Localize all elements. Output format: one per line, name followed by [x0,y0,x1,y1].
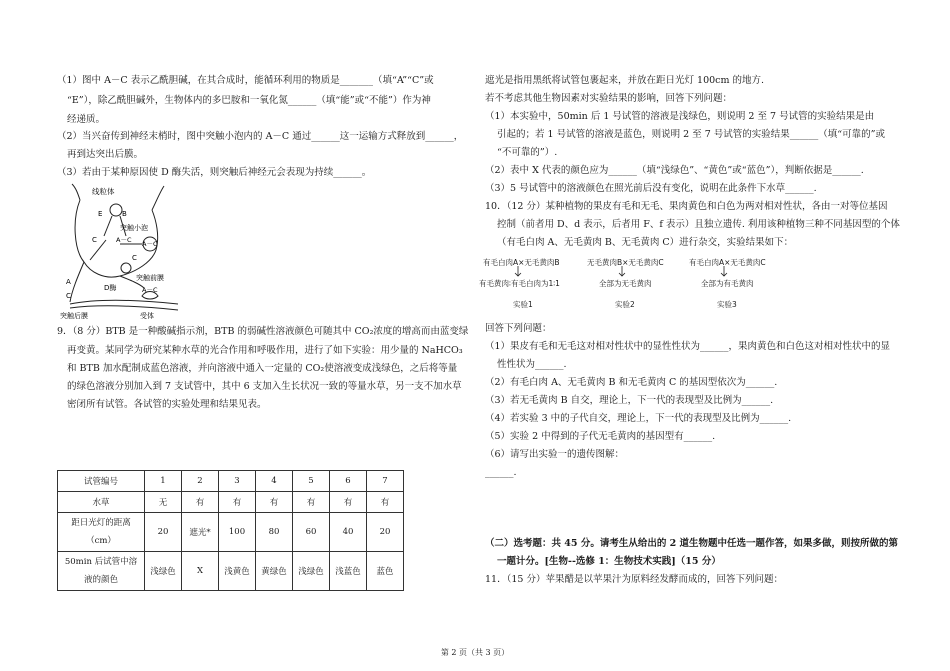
label-post: 突触后膜 [60,312,88,320]
table-cell: 有 [367,492,404,513]
q10-sub-4: （4）若实验 3 中的子代自交，理论上，下一代的表现型及比例为______. [485,413,792,424]
table-cell: 20 [367,513,404,552]
cross-parents: 无毛黄肉B×无毛黄肉C [587,258,664,267]
q10-answer-intro: 回答下列问题： [485,323,552,334]
table-cell: 有 [256,492,293,513]
label-ac2: A－C [142,240,158,248]
q10-sub-3: （3）若无毛黄肉 B 自交，理论上，下一代的表现型及比例为______. [485,395,774,406]
cross-offspring: 全部为有毛黄肉 [701,279,754,288]
table-cell: 4 [256,471,293,492]
cross-label: 实验3 [717,300,737,309]
table-cell: X [182,552,219,591]
experiment-table [57,470,404,591]
label-b: B [122,210,127,218]
label-a: A [66,278,71,286]
table-cell: 40 [330,513,367,552]
table-cell-line: （cm） [86,536,116,546]
table-cell: 无 [145,492,182,513]
label-vesicle: 突触小泡 [120,224,148,232]
table-cell: 有 [182,492,219,513]
table-cell: 2 [182,471,219,492]
table-cell: 浅绿色 [145,552,182,591]
q9-sub-1: （1）本实验中，50min 后 1 号试管的溶液是浅绿色，则说明 2 至 7 号试管的实验结果是由 [485,111,875,122]
table-cell: 遮光* [182,513,219,552]
table-cell-line: 液的颜色 [83,575,118,585]
label-receptor: 受体 [140,312,154,320]
q8-line-5: 再到达突出后膜。 [67,149,144,160]
cross-offspring: 全部为无毛黄肉 [599,279,652,288]
q10-sub-5: （5）实验 2 中得到的子代无毛黄肉的基因型有______. [485,431,716,442]
table-row [58,513,404,552]
table-cell [58,552,145,591]
table-row [58,492,404,513]
q9-line-4: 的绿色溶液分别加入到 7 支试管中，其中 6 支加入生长状况一致的等量水草，另一支不加水草 [67,381,462,392]
label-mito: 线粒体 [92,187,115,196]
q10-line-3: （有毛白肉 A、无毛黄肉 B、无毛黄肉 C）进行杂交，实验结果如下： [497,237,794,248]
q10-line-2: 控制（前者用 D、d 表示，后者用 F、f 表示）且独立遗传. 利用该种植物三种不同基因型的个体 [497,219,900,230]
q8-line-2: “E”），除乙酰胆碱外，生物体内的多巴胺和一氧化氮______（填“能”或“不能”）作为神 [67,95,431,106]
arrow-down-icon [513,266,523,278]
intro-line-2: 若不考虑其他生物因素对实验结果的影响，回答下列问题： [485,93,733,104]
q9-sub-3: “不可靠的”）. [497,147,558,158]
q9-line-3: 和 BTB 加水配制成蓝色溶液，并向溶液中通入一定量的 CO₂使溶液变成浅绿色，之后将等量 [67,363,458,374]
table-cell: 80 [256,513,293,552]
label-e: E [98,210,103,218]
table-cell: 20 [145,513,182,552]
q10-line-1: 10．（12 分）某种植物的果皮有毛和无毛、果肉黄色和白色为两对相对性状，各由一对等位基因 [485,201,888,212]
table-cell [58,513,145,552]
section-2-heading-1: （二）选考题：共 45 分。请考生从给出的 2 道生物题中任选一题作答，如果多做，则按所做的第 [485,538,899,549]
q10-sub-2: （2）有毛白肉 A、无毛黄肉 B 和无毛黄肉 C 的基因型依次为______. [485,377,778,388]
q9-sub-5: （3）5 号试管中的溶液颜色在照光前后没有变化，说明在此条件下水草______. [485,183,817,194]
label-c3: C [66,292,71,300]
q8-line-1: （1）图中 A－C 表示乙酰胆碱，在其合成时，能循环利用的物质是_______（填“A”“C”或 [57,75,434,86]
table-cell: 蓝色 [367,552,404,591]
q9-line-1: 9．（8 分）BTB 是一种酸碱指示剂，BTB 的弱碱性溶液颜色可随其中 CO₂浓度的增高而由蓝变绿 [57,326,469,337]
q11-line: 11．（15 分）苹果醋是以苹果汁为原料经发酵而成的，回答下列问题： [485,574,783,585]
table-cell: 浅蓝色 [330,552,367,591]
label-c1: C [92,236,97,244]
arrow-down-icon [719,266,729,278]
label-ac1: A－C [116,236,132,244]
q10-blank: ______. [485,467,517,478]
table-cell: 水草 [58,492,145,513]
q9-sub-4: （2）表中 X 代表的颜色应为______（填“浅绿色”、“黄色”或“蓝色”），判断依据是______. [485,165,864,176]
table-cell: 浅绿色 [293,552,330,591]
intro-line-1: 遮光是指用黑纸将试管包裹起来，并放在距日光灯 100cm 的地方. [485,75,765,86]
q8-line-6: （3）若由于某种原因使 D 酶失活，则突触后神经元会表现为持续______。 [57,167,372,178]
table-cell: 有 [293,492,330,513]
table-cell: 60 [293,513,330,552]
table-row [58,471,404,492]
section-2-heading-2: 一题计分。[生物--选修 1：生物技术实践]（15 分） [497,556,721,567]
label-enzyme: D酶 [104,284,117,292]
table-cell: 6 [330,471,367,492]
cross-offspring: 有毛黄肉∶有毛白肉为1∶1 [479,279,560,288]
table-cell: 1 [145,471,182,492]
cross-label: 实验2 [615,300,635,309]
table-row [58,552,404,591]
table-cell: 浅黄色 [219,552,256,591]
table-cell: 5 [293,471,330,492]
q10-sub-6: （6）请写出实验一的遗传图解： [485,449,625,460]
table-cell-line: 距日光灯的距离 [71,518,131,528]
q8-line-4: （2）当兴奋传到神经末梢时，图中突触小泡内的 A－C 通过______这一运输方式释放到______， [57,131,464,142]
table-cell: 100 [219,513,256,552]
table-cell: 有 [219,492,256,513]
cross-label: 实验1 [513,300,533,309]
table-cell: 黄绿色 [256,552,293,591]
table-cell-line: 50min 后试管中溶 [64,557,138,567]
label-pre: 突触前膜 [136,274,164,282]
table-cell: 3 [219,471,256,492]
q10-sub-1b: 性性状为______. [497,359,567,370]
q9-sub-2: 引起的；若 1 号试管的溶液是蓝色，则说明 2 至 7 号试管的实验结果______（填“可靠的”或 [497,129,885,140]
table-cell: 试管编号 [58,471,145,492]
synapse-diagram [60,180,200,320]
table-cell: 7 [367,471,404,492]
q10-sub-1: （1）果皮有毛和无毛这对相对性状中的显性性状为______，果肉黄色和白色这对相对性状中的显 [485,341,891,352]
arrow-down-icon [617,266,627,278]
label-c2: C [132,254,137,262]
q8-line-3: 经递质。 [67,114,106,125]
cross-parents: 有毛白肉A×无毛黄肉C [689,258,766,267]
table-cell: 有 [330,492,367,513]
q9-line-5: 密闭所有试管。各试管的实验处理和结果见表。 [67,399,267,410]
q9-line-2: 再变黄。某同学为研究某种水草的光合作用和呼吸作用，进行了如下实验：用少量的 NaHCO₃ [67,345,463,356]
cross-parents: 有毛白肉A×无毛黄肉B [483,258,560,267]
label-ac3: A－C [142,286,158,294]
page-footer: 第 2 页（共 3 页） [440,648,510,657]
